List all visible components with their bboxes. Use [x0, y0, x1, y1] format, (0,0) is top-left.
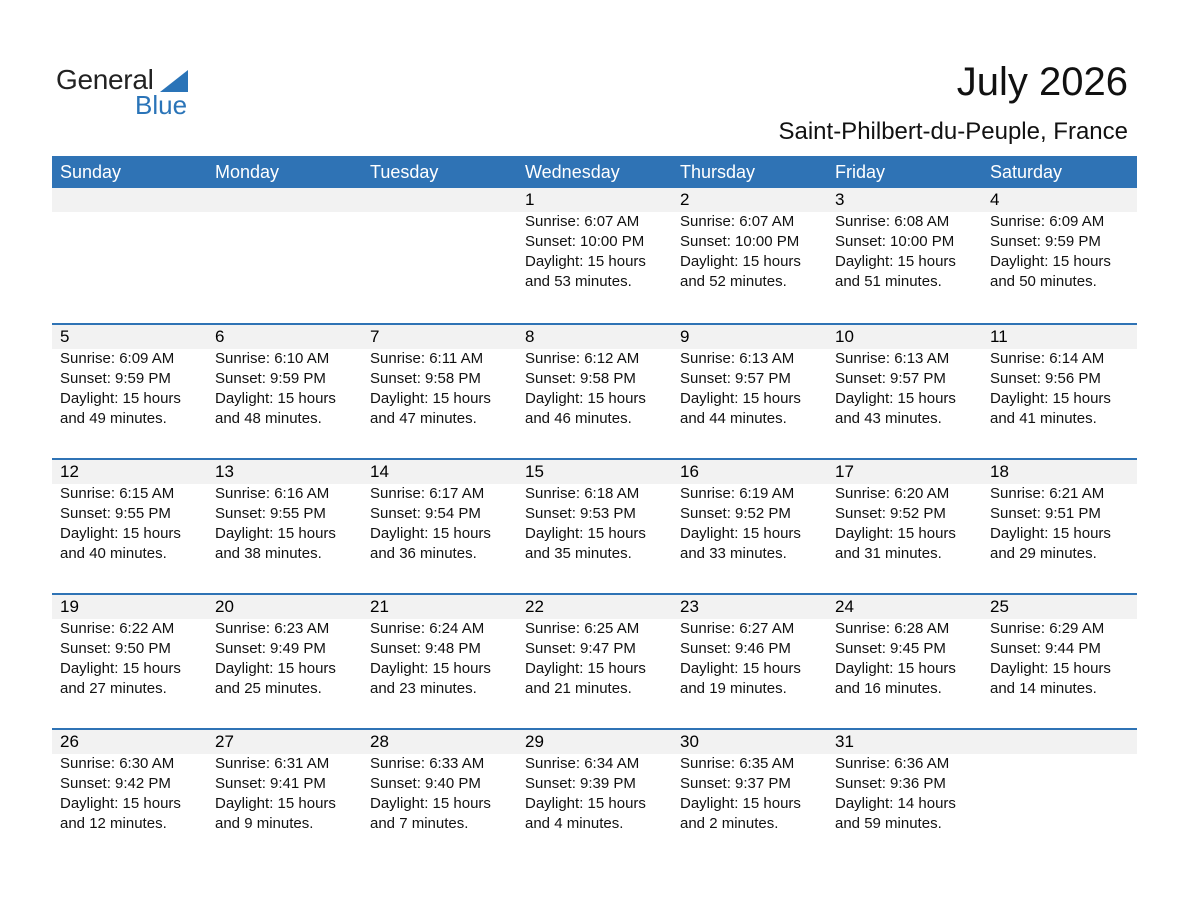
daylight-text: Daylight: 15 hours: [835, 390, 956, 407]
day-number: 20: [215, 597, 234, 616]
sunrise-text: Sunrise: 6:16 AM: [215, 485, 330, 502]
day-number: 1: [525, 190, 535, 209]
day-cell: [672, 730, 827, 834]
weekday-friday: Friday: [835, 162, 886, 182]
logo: [56, 64, 196, 120]
weekday-monday: Monday: [215, 162, 280, 182]
daylight-text: Daylight: 15 hours: [215, 390, 336, 407]
sunrise-text: Sunrise: 6:30 AM: [60, 755, 175, 772]
daylight-minutes-text: and 23 minutes.: [370, 680, 477, 697]
daylight-minutes-text: and 38 minutes.: [215, 545, 322, 562]
sunset-text: Sunset: 9:36 PM: [835, 775, 946, 792]
weekday-tuesday: Tuesday: [370, 162, 439, 182]
daylight-text: Daylight: 15 hours: [215, 660, 336, 677]
day-cell: [982, 325, 1137, 429]
day-cell: [827, 595, 982, 699]
sunrise-text: Sunrise: 6:24 AM: [370, 620, 485, 637]
day-number: 15: [525, 462, 544, 481]
sunset-text: Sunset: 9:52 PM: [680, 505, 791, 522]
day-cell: [52, 730, 207, 834]
daylight-text: Daylight: 15 hours: [835, 525, 956, 542]
day-number: 2: [680, 190, 690, 209]
day-cell: [207, 595, 362, 699]
sunset-text: Sunset: 9:41 PM: [215, 775, 326, 792]
daylight-minutes-text: and 41 minutes.: [990, 410, 1097, 427]
week-row: [52, 593, 1137, 728]
day-number: 29: [525, 732, 544, 751]
daylight-minutes-text: and 16 minutes.: [835, 680, 942, 697]
daylight-text: Daylight: 15 hours: [525, 660, 646, 677]
week-row: [52, 728, 1137, 863]
sunset-text: Sunset: 9:45 PM: [835, 640, 946, 657]
sunset-text: Sunset: 9:59 PM: [215, 370, 326, 387]
day-cell: [827, 730, 982, 834]
day-number: 12: [60, 462, 79, 481]
day-cell: [517, 730, 672, 834]
day-cell: [517, 460, 672, 564]
sunrise-text: Sunrise: 6:11 AM: [370, 350, 484, 367]
sunrise-text: Sunrise: 6:09 AM: [60, 350, 175, 367]
sunrise-text: Sunrise: 6:19 AM: [680, 485, 795, 502]
sunset-text: Sunset: 9:47 PM: [525, 640, 636, 657]
daylight-minutes-text: and 4 minutes.: [525, 815, 624, 832]
daylight-text: Daylight: 15 hours: [990, 390, 1111, 407]
sunset-text: Sunset: 9:55 PM: [215, 505, 326, 522]
sunset-text: Sunset: 9:46 PM: [680, 640, 791, 657]
daylight-text: Daylight: 15 hours: [60, 525, 181, 542]
day-cell: [362, 460, 517, 564]
daylight-minutes-text: and 2 minutes.: [680, 815, 779, 832]
day-number: 9: [680, 327, 690, 346]
sunset-text: Sunset: 9:40 PM: [370, 775, 481, 792]
day-cell: [982, 460, 1137, 564]
day-cell: [52, 325, 207, 429]
daylight-text: Daylight: 15 hours: [680, 660, 801, 677]
day-number: 27: [215, 732, 234, 751]
daylight-minutes-text: and 21 minutes.: [525, 680, 632, 697]
sunrise-text: Sunrise: 6:27 AM: [680, 620, 795, 637]
day-number: 8: [525, 327, 535, 346]
empty-day-cell: [982, 730, 1137, 834]
day-number: 25: [990, 597, 1009, 616]
sunset-text: Sunset: 9:58 PM: [525, 370, 636, 387]
daylight-text: Daylight: 15 hours: [680, 525, 801, 542]
day-cell: [362, 595, 517, 699]
sunset-text: Sunset: 9:51 PM: [990, 505, 1101, 522]
sunrise-text: Sunrise: 6:34 AM: [525, 755, 640, 772]
empty-day-cell: [52, 188, 207, 292]
daylight-text: Daylight: 15 hours: [990, 660, 1111, 677]
daylight-text: Daylight: 15 hours: [835, 660, 956, 677]
sunrise-text: Sunrise: 6:10 AM: [215, 350, 330, 367]
weekday-wednesday: Wednesday: [525, 162, 620, 182]
day-cell: [207, 730, 362, 834]
daylight-text: Daylight: 15 hours: [60, 660, 181, 677]
sunrise-text: Sunrise: 6:25 AM: [525, 620, 640, 637]
day-cell: [52, 460, 207, 564]
daylight-text: Daylight: 15 hours: [60, 390, 181, 407]
daylight-text: Daylight: 15 hours: [680, 253, 801, 270]
day-cell: [52, 595, 207, 699]
daylight-text: Daylight: 15 hours: [60, 795, 181, 812]
weekday-thursday: Thursday: [680, 162, 756, 182]
daylight-text: Daylight: 15 hours: [680, 390, 801, 407]
day-number: 3: [835, 190, 845, 209]
sunrise-text: Sunrise: 6:08 AM: [835, 213, 950, 230]
sunset-text: Sunset: 9:48 PM: [370, 640, 481, 657]
daylight-minutes-text: and 52 minutes.: [680, 273, 787, 290]
day-cell: [827, 460, 982, 564]
daylight-text: Daylight: 15 hours: [370, 390, 491, 407]
day-number: 23: [680, 597, 699, 616]
calendar: [52, 156, 1137, 863]
sunrise-text: Sunrise: 6:15 AM: [60, 485, 175, 502]
sunrise-text: Sunrise: 6:13 AM: [680, 350, 795, 367]
sunrise-text: Sunrise: 6:28 AM: [835, 620, 950, 637]
empty-day-cell: [362, 188, 517, 292]
day-cell: [362, 325, 517, 429]
daylight-minutes-text: and 50 minutes.: [990, 273, 1097, 290]
sunrise-text: Sunrise: 6:09 AM: [990, 213, 1105, 230]
sunrise-text: Sunrise: 6:23 AM: [215, 620, 330, 637]
daylight-text: Daylight: 15 hours: [215, 795, 336, 812]
sunrise-text: Sunrise: 6:22 AM: [60, 620, 175, 637]
daylight-minutes-text: and 7 minutes.: [370, 815, 469, 832]
daylight-minutes-text: and 25 minutes.: [215, 680, 322, 697]
daylight-text: Daylight: 15 hours: [990, 525, 1111, 542]
sunset-text: Sunset: 9:54 PM: [370, 505, 481, 522]
daylight-text: Daylight: 15 hours: [680, 795, 801, 812]
sunset-text: Sunset: 10:00 PM: [525, 233, 645, 250]
day-number: 19: [60, 597, 79, 616]
daylight-text: Daylight: 15 hours: [525, 253, 646, 270]
daylight-text: Daylight: 15 hours: [525, 795, 646, 812]
day-number: 22: [525, 597, 544, 616]
sunset-text: Sunset: 9:49 PM: [215, 640, 326, 657]
day-number: 28: [370, 732, 389, 751]
sunset-text: Sunset: 9:37 PM: [680, 775, 791, 792]
day-cell: [982, 595, 1137, 699]
day-cell: [517, 595, 672, 699]
daylight-minutes-text: and 27 minutes.: [60, 680, 167, 697]
logo-blue-text: Blue: [135, 90, 188, 120]
daylight-text: Daylight: 15 hours: [215, 525, 336, 542]
empty-day-cell: [207, 188, 362, 292]
day-cell: [362, 730, 517, 834]
daylight-text: Daylight: 15 hours: [835, 253, 956, 270]
week-row: [52, 323, 1137, 458]
daylight-minutes-text: and 36 minutes.: [370, 545, 477, 562]
page-title: July 2026: [956, 60, 1128, 104]
sunrise-text: Sunrise: 6:31 AM: [215, 755, 330, 772]
day-number: 7: [370, 327, 380, 346]
week-row: [52, 458, 1137, 593]
day-number: 14: [370, 462, 389, 481]
day-number: 24: [835, 597, 854, 616]
logo-general-text: General: [56, 64, 154, 95]
daylight-text: Daylight: 15 hours: [990, 253, 1111, 270]
sunrise-text: Sunrise: 6:07 AM: [525, 213, 640, 230]
sunset-text: Sunset: 9:50 PM: [60, 640, 171, 657]
sunset-text: Sunset: 9:57 PM: [835, 370, 946, 387]
daylight-minutes-text: and 19 minutes.: [680, 680, 787, 697]
sunrise-text: Sunrise: 6:07 AM: [680, 213, 795, 230]
daylight-text: Daylight: 15 hours: [525, 390, 646, 407]
sunset-text: Sunset: 9:52 PM: [835, 505, 946, 522]
weekday-saturday: Saturday: [990, 162, 1063, 182]
daylight-minutes-text: and 53 minutes.: [525, 273, 632, 290]
daylight-text: Daylight: 15 hours: [525, 525, 646, 542]
daylight-text: Daylight: 15 hours: [370, 660, 491, 677]
sunrise-text: Sunrise: 6:13 AM: [835, 350, 950, 367]
sunrise-text: Sunrise: 6:14 AM: [990, 350, 1105, 367]
day-number: 5: [60, 327, 70, 346]
day-cell: [672, 325, 827, 429]
sunset-text: Sunset: 9:59 PM: [990, 233, 1101, 250]
sunset-text: Sunset: 9:44 PM: [990, 640, 1101, 657]
sunset-text: Sunset: 9:53 PM: [525, 505, 636, 522]
daylight-text: Daylight: 14 hours: [835, 795, 956, 812]
sunset-text: Sunset: 9:39 PM: [525, 775, 636, 792]
sunset-text: Sunset: 9:56 PM: [990, 370, 1101, 387]
sunrise-text: Sunrise: 6:29 AM: [990, 620, 1105, 637]
daylight-minutes-text: and 59 minutes.: [835, 815, 942, 832]
day-number: 18: [990, 462, 1009, 481]
sunrise-text: Sunrise: 6:20 AM: [835, 485, 950, 502]
day-number: 11: [990, 327, 1008, 346]
calendar-weeks: [52, 188, 1137, 863]
sunrise-text: Sunrise: 6:21 AM: [990, 485, 1105, 502]
daylight-minutes-text: and 14 minutes.: [990, 680, 1097, 697]
day-number: 13: [215, 462, 234, 481]
day-cell: [517, 325, 672, 429]
weekday-header: [52, 156, 1137, 188]
sunset-text: Sunset: 10:00 PM: [835, 233, 955, 250]
day-cell: [672, 188, 827, 292]
day-number: 10: [835, 327, 854, 346]
daylight-minutes-text: and 33 minutes.: [680, 545, 787, 562]
day-cell: [207, 325, 362, 429]
sunrise-text: Sunrise: 6:12 AM: [525, 350, 640, 367]
day-number: 17: [835, 462, 854, 481]
daylight-minutes-text: and 35 minutes.: [525, 545, 632, 562]
daylight-text: Daylight: 15 hours: [370, 795, 491, 812]
daylight-minutes-text: and 44 minutes.: [680, 410, 787, 427]
daylight-minutes-text: and 31 minutes.: [835, 545, 942, 562]
sunset-text: Sunset: 9:55 PM: [60, 505, 171, 522]
sunset-text: Sunset: 9:57 PM: [680, 370, 791, 387]
day-number: 30: [680, 732, 699, 751]
day-number: 26: [60, 732, 79, 751]
logo-triangle-icon: [160, 70, 188, 92]
daylight-minutes-text: and 9 minutes.: [215, 815, 314, 832]
day-number: 16: [680, 462, 699, 481]
daylight-minutes-text: and 12 minutes.: [60, 815, 167, 832]
day-cell: [672, 460, 827, 564]
daylight-minutes-text: and 40 minutes.: [60, 545, 167, 562]
daylight-minutes-text: and 46 minutes.: [525, 410, 632, 427]
sunrise-text: Sunrise: 6:17 AM: [370, 485, 485, 502]
day-number: 4: [990, 190, 1000, 209]
sunrise-text: Sunrise: 6:33 AM: [370, 755, 485, 772]
day-cell: [207, 460, 362, 564]
daylight-minutes-text: and 48 minutes.: [215, 410, 322, 427]
sunset-text: Sunset: 9:59 PM: [60, 370, 171, 387]
daylight-minutes-text: and 51 minutes.: [835, 273, 942, 290]
sunrise-text: Sunrise: 6:18 AM: [525, 485, 640, 502]
daylight-minutes-text: and 43 minutes.: [835, 410, 942, 427]
day-number: 21: [370, 597, 389, 616]
weekday-sunday: Sunday: [60, 162, 122, 182]
day-number: 6: [215, 327, 225, 346]
daylight-minutes-text: and 47 minutes.: [370, 410, 477, 427]
week-row: [52, 188, 1137, 323]
day-cell: [672, 595, 827, 699]
day-cell: [517, 188, 672, 292]
sunset-text: Sunset: 9:58 PM: [370, 370, 481, 387]
sunrise-text: Sunrise: 6:36 AM: [835, 755, 950, 772]
day-cell: [827, 325, 982, 429]
day-cell: [982, 188, 1137, 292]
location-subtitle: Saint-Philbert-du-Peuple, France: [778, 118, 1128, 145]
sunrise-text: Sunrise: 6:35 AM: [680, 755, 795, 772]
day-number: 31: [835, 732, 854, 751]
daylight-minutes-text: and 49 minutes.: [60, 410, 167, 427]
sunset-text: Sunset: 10:00 PM: [680, 233, 800, 250]
daylight-minutes-text: and 29 minutes.: [990, 545, 1097, 562]
day-cell: [827, 188, 982, 292]
daylight-text: Daylight: 15 hours: [370, 525, 491, 542]
sunset-text: Sunset: 9:42 PM: [60, 775, 171, 792]
